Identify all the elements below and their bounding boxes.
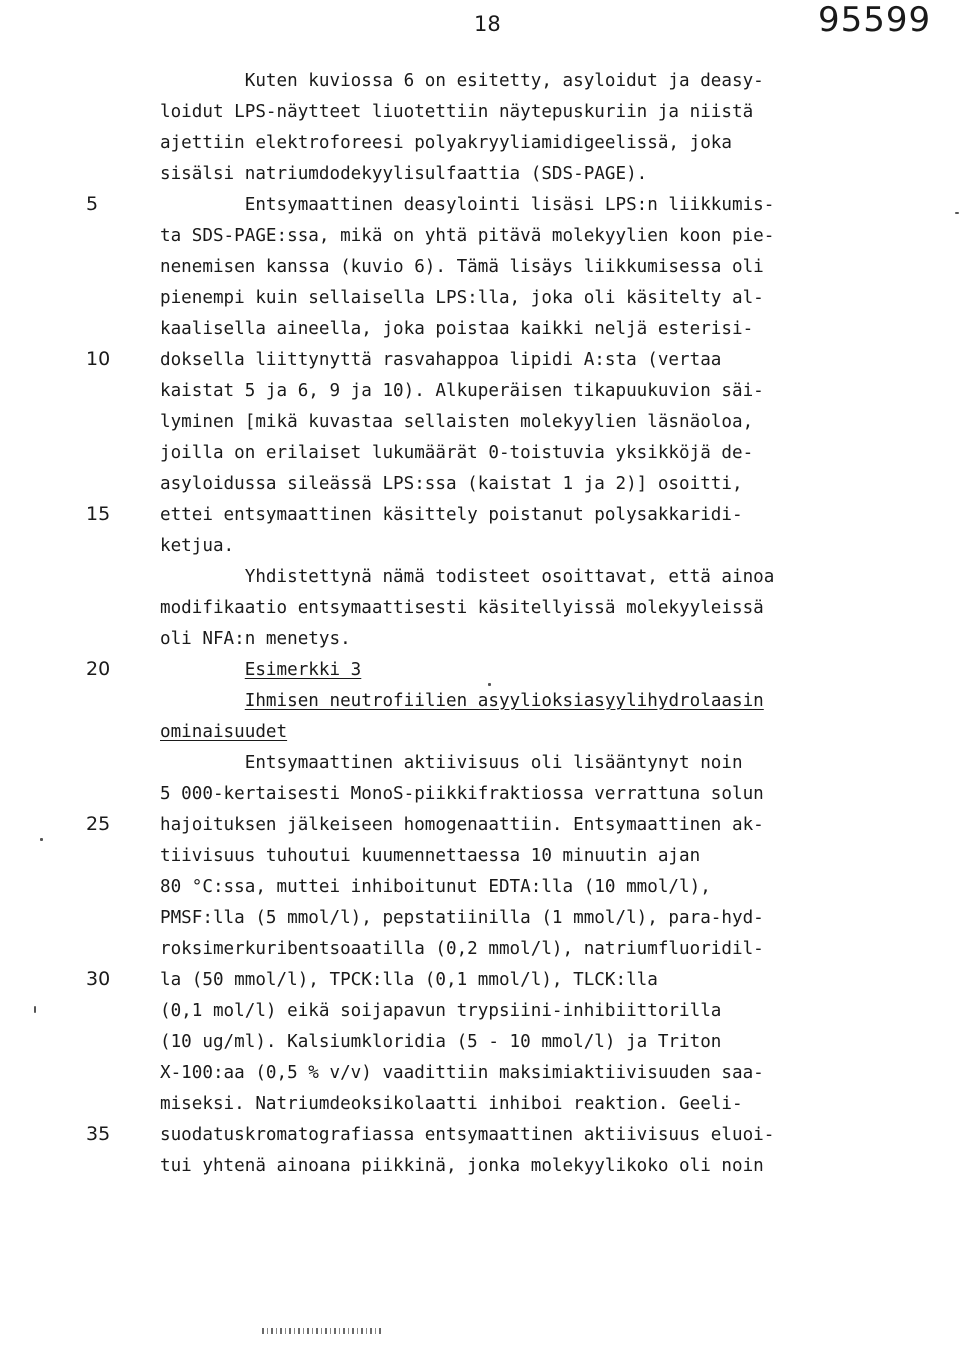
text-segment: kaalisella aineella, joka poistaa kaikki neljä esterisi-: [160, 319, 754, 339]
text-segment: miseksi. Natriumdeoksikolaatti inhiboi reaktion. Geeli-: [160, 1094, 743, 1114]
text-line: [160, 841, 880, 872]
text-segment: Kuten kuviossa 6 on esitetty, asyloidut ja deasy-: [160, 71, 764, 91]
text-line: [160, 717, 880, 748]
text-line: [160, 903, 880, 934]
text-segment: nenemisen kanssa (kuvio 6). Tämä lisäys liikkumisessa oli: [160, 257, 764, 277]
text-line: [160, 562, 880, 593]
text-line: [160, 128, 880, 159]
text-line: [160, 934, 880, 965]
text-segment: ettei entsymaattinen käsittely poistanut polysakkaridi-: [160, 505, 743, 525]
text-segment: hajoituksen jälkeiseen homogenaattiin. Entsymaattinen ak-: [160, 815, 764, 835]
text-line: [160, 190, 880, 221]
underlined-heading-text: Ihmisen neutrofiilien asyylioksiasyylihydrolaasin: [244, 691, 764, 711]
text-line: [160, 531, 880, 562]
scan-speck: [40, 838, 43, 841]
text-segment: Yhdistettynä nämä todisteet osoittavat, että ainoa: [160, 567, 775, 587]
text-segment: [160, 660, 245, 680]
text-segment: Entsymaattinen deasylointi lisäsi LPS:n liikkumis-: [160, 195, 775, 215]
text-segment: oli NFA:n menetys.: [160, 629, 351, 649]
text-segment: roksimerkuribentsoaatilla (0,2 mmol/l), natriumfluoridil-: [160, 939, 764, 959]
text-segment: tiivisuus tuhoutui kuumennettaessa 10 minuutin ajan: [160, 846, 701, 866]
text-line: [160, 872, 880, 903]
text-segment: loidut LPS-näytteet liuotettiin näytepuskuriin ja niistä: [160, 102, 754, 122]
text-segment: X-100:aa (0,5 % v/v) vaadittiin maksimiaktiivisuuden saa-: [160, 1063, 764, 1083]
text-line: [160, 624, 880, 655]
text-segment: 5 000-kertaisesti MonoS-piikkifraktiossa verrattuna solun: [160, 784, 764, 804]
text-segment: asyloidussa sileässä LPS:ssa (kaistat 1 ja 2)] osoitti,: [160, 474, 743, 494]
scan-speck: [34, 1006, 36, 1013]
text-line: [160, 1120, 880, 1151]
text-segment: doksella liittynyttä rasvahappoa lipidi A:sta (vertaa: [160, 350, 722, 370]
text-line: [160, 407, 880, 438]
margin-line-number: 35: [86, 1123, 111, 1145]
text-segment: [160, 691, 245, 711]
text-line: [160, 500, 880, 531]
scan-marks: [262, 1328, 382, 1334]
text-line: [160, 159, 880, 190]
text-line: [160, 748, 880, 779]
text-segment: kaistat 5 ja 6, 9 ja 10). Alkuperäisen tikapuukuvion säi-: [160, 381, 764, 401]
text-segment: lyminen [mikä kuvastaa sellaisten molekyylien läsnäoloa,: [160, 412, 754, 432]
text-line: [160, 221, 880, 252]
text-segment: modifikaatio entsymaattisesti käsitellyissä molekyyleissä: [160, 598, 764, 618]
text-line: [160, 810, 880, 841]
text-segment: sisälsi natriumdodekyylisulfaattia (SDS-PAGE).: [160, 164, 648, 184]
margin-line-number: 10: [86, 348, 111, 370]
text-segment: joilla on erilaiset lukumäärät 0-toistuvia yksikköjä de-: [160, 443, 754, 463]
text-line: [160, 1027, 880, 1058]
margin-line-number: 15: [86, 503, 111, 525]
body-text: [160, 66, 880, 1182]
text-segment: suodatuskromatografiassa entsymaattinen aktiivisuus eluoi-: [160, 1125, 775, 1145]
page-number: 18: [474, 12, 501, 36]
text-line: [160, 1089, 880, 1120]
text-line: [160, 1151, 880, 1182]
text-segment: (0,1 mol/l) eikä soijapavun trypsiini-inhibiittorilla: [160, 1001, 722, 1021]
text-segment: ajettiin elektroforeesi polyakryyliamidigeelissä, joka: [160, 133, 732, 153]
document-number: 95599: [818, 0, 932, 40]
text-line: [160, 686, 880, 717]
text-segment: Entsymaattinen aktiivisuus oli lisääntynyt noin: [160, 753, 743, 773]
text-segment: pienempi kuin sellaisella LPS:lla, joka oli käsitelty al-: [160, 288, 764, 308]
text-line: [160, 996, 880, 1027]
text-line: [160, 97, 880, 128]
margin-line-number: 25: [86, 813, 111, 835]
text-line: [160, 345, 880, 376]
text-segment: ketjua.: [160, 536, 235, 556]
text-segment: ta SDS-PAGE:ssa, mikä on yhtä pitävä molekyylien koon pie-: [160, 226, 775, 246]
text-segment: PMSF:lla (5 mmol/l), pepstatiinilla (1 mmol/l), para-hyd-: [160, 908, 764, 928]
text-line: [160, 655, 880, 686]
text-line: [160, 1058, 880, 1089]
margin-line-number: 30: [86, 968, 111, 990]
text-segment: 80 °C:ssa, muttei inhiboitunut EDTA:lla (10 mmol/l),: [160, 877, 711, 897]
text-segment: la (50 mmol/l), TPCK:lla (0,1 mmol/l), TLCK:lla: [160, 970, 658, 990]
scan-speck: [955, 212, 959, 214]
text-line: [160, 438, 880, 469]
text-line: [160, 593, 880, 624]
margin-line-number: 20: [86, 658, 111, 680]
scan-speck: [488, 683, 491, 686]
margin-line-number: 5: [86, 193, 99, 215]
text-segment: (10 ug/ml). Kalsiumkloridia (5 - 10 mmol/l) ja Triton: [160, 1032, 722, 1052]
text-line: [160, 965, 880, 996]
text-line: [160, 376, 880, 407]
text-line: [160, 66, 880, 97]
underlined-heading-text: Esimerkki 3: [244, 660, 362, 680]
text-segment: tui yhtenä ainoana piikkinä, jonka molekyylikoko oli noin: [160, 1156, 764, 1176]
text-line: [160, 252, 880, 283]
text-line: [160, 283, 880, 314]
text-line: [160, 469, 880, 500]
text-line: [160, 779, 880, 810]
text-line: [160, 314, 880, 345]
underlined-heading-text: ominaisuudet: [160, 722, 288, 742]
